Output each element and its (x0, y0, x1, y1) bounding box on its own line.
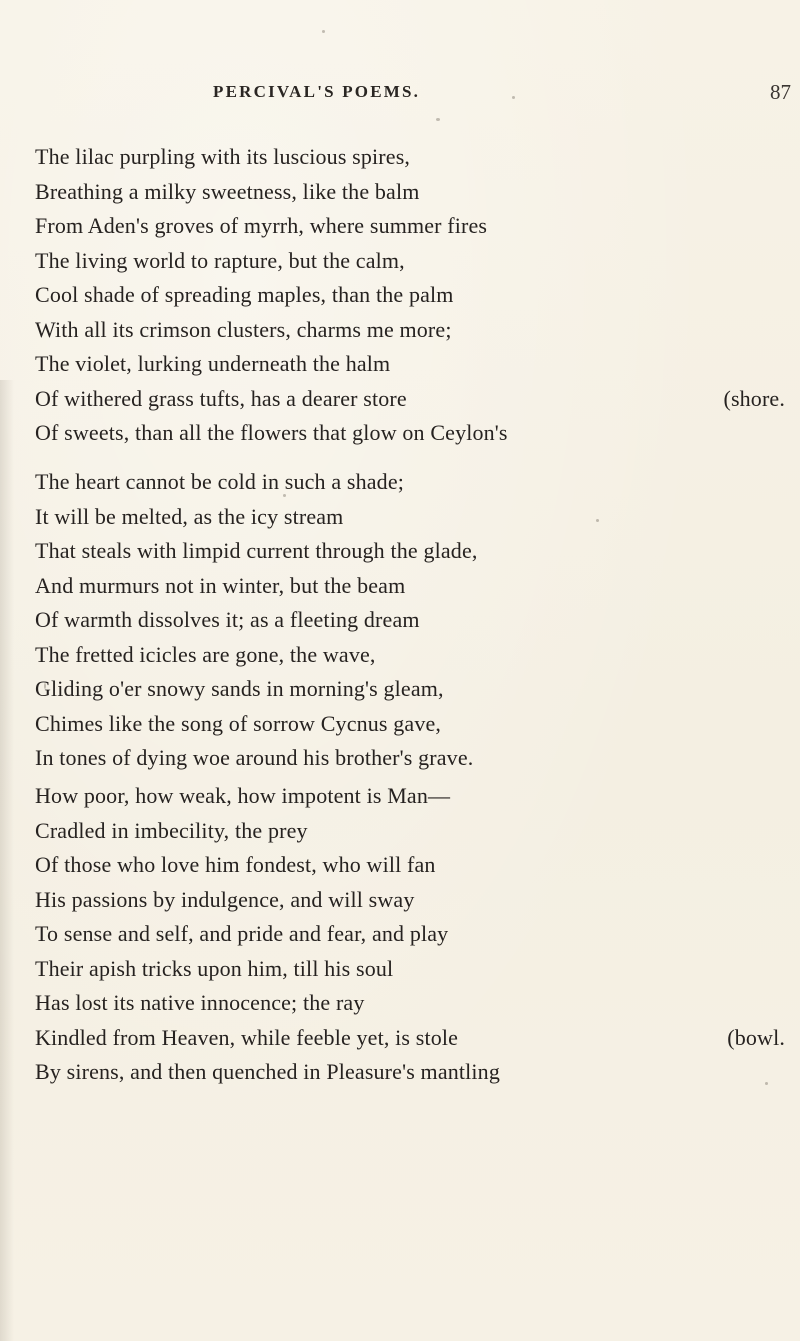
line-text: Has lost its native innocence; the ray (35, 990, 365, 1015)
line-text: It will be melted, as the icy stream (35, 503, 344, 529)
line-text: That steals with limpid current through the glade, (35, 538, 478, 563)
verse-line (35, 500, 785, 535)
stanza (35, 465, 785, 776)
verse-line (35, 741, 785, 776)
verse-line (35, 603, 785, 638)
line-text: And murmurs not in winter, but the beam (35, 572, 406, 598)
verse-line (35, 883, 785, 918)
verse-line (35, 569, 785, 604)
verse-line (35, 638, 785, 673)
line-text: Cradled in imbecility, the prey (35, 817, 308, 843)
line-text: The living world to rapture, but the calm, (35, 247, 405, 273)
verse-line (35, 140, 785, 175)
line-text: By sirens, and then quenched in Pleasure's mantling (35, 1059, 500, 1084)
line-text: Cool shade of spreading maples, than the palm (35, 282, 454, 307)
line-text: From Aden's groves of myrrh, where summer fires (35, 213, 488, 238)
line-text: To sense and self, and pride and fear, and play (35, 921, 449, 946)
line-text: Kindled from Heaven, while feeble yet, is stole (35, 1024, 459, 1050)
running-head (0, 82, 800, 106)
verse-line (35, 814, 785, 849)
gutter-shadow (0, 380, 14, 1341)
verse-line (35, 416, 785, 451)
line-text: Gliding o'er snowy sands in morning's gleam, (35, 676, 444, 701)
turnover-word: (shore. (723, 385, 785, 411)
verse-line (35, 1055, 785, 1090)
line-text: Of those who love him fondest, who will fan (35, 852, 436, 877)
line-text: Their apish tricks upon him, till his soul (35, 955, 394, 981)
page-number: 87 (770, 80, 791, 104)
verse-line (35, 707, 785, 742)
line-text: The lilac purpling with its luscious spires, (35, 144, 411, 169)
stanza (35, 779, 785, 1090)
verse-line (35, 917, 785, 952)
verse-line (35, 244, 785, 279)
verse-line (35, 175, 785, 210)
line-text: Chimes like the song of sorrow Cycnus gave, (35, 710, 442, 736)
verse-line (35, 347, 785, 382)
stanza (35, 140, 785, 451)
verse-line (35, 986, 785, 1021)
line-text: Of warmth dissolves it; as a fleeting dream (35, 607, 420, 632)
line-text: Of withered grass tufts, has a dearer store (35, 385, 407, 411)
verse-line (35, 1021, 785, 1056)
line-text: How poor, how weak, how impotent is Man— (35, 783, 451, 808)
verse-line (35, 313, 785, 348)
verse-line (35, 382, 785, 417)
verse-line (35, 209, 785, 244)
line-text: His passions by indulgence, and will sway (35, 886, 415, 912)
line-text: The fretted icicles are gone, the wave, (35, 641, 376, 667)
line-text: Of sweets, than all the flowers that glow on Ceylon's (35, 420, 508, 445)
verse-line (35, 534, 785, 569)
line-text: Breathing a milky sweetness, like the balm (35, 178, 420, 204)
verse-line (35, 278, 785, 313)
line-text: With all its crimson clusters, charms me more; (35, 316, 452, 342)
line-text: The violet, lurking underneath the halm (35, 351, 391, 376)
line-text: The heart cannot be cold in such a shade; (35, 469, 405, 494)
line-text: In tones of dying woe around his brother's grave. (35, 745, 474, 770)
verse-line (35, 952, 785, 987)
running-title: PERCIVAL'S POEMS. (213, 82, 421, 101)
verse-line (35, 848, 785, 883)
verse-line (35, 672, 785, 707)
turnover-word: (bowl. (727, 1024, 785, 1050)
verse-line (35, 465, 785, 500)
verse-line (35, 779, 785, 814)
